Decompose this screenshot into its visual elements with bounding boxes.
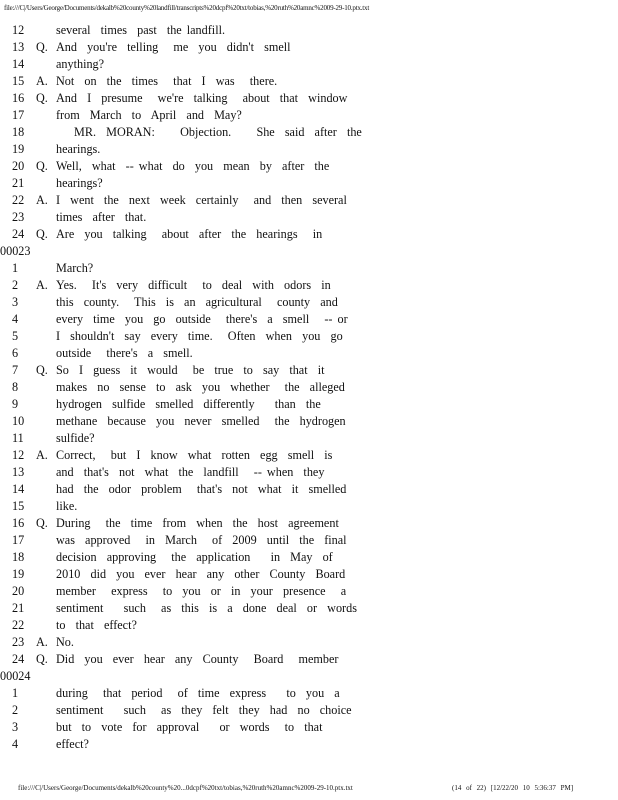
line-number: 14 [12,57,25,71]
line-text: and that's not what the landfill -- when they [56,465,325,479]
transcript-line [0,379,618,396]
transcript-line [0,430,618,447]
transcript-line [0,464,618,481]
transcript-line [0,192,618,209]
transcript-body [0,22,618,753]
line-text: member express to you or in your presence a [56,584,347,598]
footer-file-path: file:///C|/Users/George/Documents/dekalb%20county%20...0dcpf%20txt/tobias,%20ruth%20amnc%2009-29-10.ptx.txt [18,784,353,792]
line-number: 23 [12,210,25,224]
speaker-label: A. [36,448,48,462]
page-number: 00023 [0,244,31,258]
transcript-line [0,583,618,600]
speaker-label: Q. [36,652,48,666]
transcript-line [0,124,618,141]
speaker-label: Q. [36,516,48,530]
line-number: 21 [12,176,25,190]
line-number: 12 [12,23,25,37]
line-text: Correct, but I know what rotten egg smell is [56,448,333,462]
transcript-line [0,260,618,277]
line-text: during that period of time express to you a [56,686,340,700]
line-text: During the time from when the host agreement [56,516,339,530]
line-text: No. [56,635,74,649]
transcript-line [0,515,618,532]
transcript-line [0,617,618,634]
line-number: 17 [12,108,25,122]
line-text: was approved in March of 2009 until the final [56,533,347,547]
line-text: hearings. [56,142,101,156]
header-file-path: file:///C|/Users/George/Documents/dekalb%20county%20landfill/transcripts%20dcpf%20txt/tobias,%20ruth%20amnc%2009-29-10.ptx.txt [4,4,370,12]
speaker-label: A. [36,193,48,207]
transcript-line [0,600,618,617]
line-number: 19 [12,142,25,156]
line-text: 2010 did you ever hear any other County Board [56,567,346,581]
speaker-label: A. [36,635,48,649]
transcript-line [0,651,618,668]
line-number: 1 [12,686,19,700]
line-number: 4 [12,737,19,751]
speaker-label: A. [36,74,48,88]
line-number: 15 [12,74,25,88]
line-number: 20 [12,584,25,598]
transcript-line [0,566,618,583]
line-number: 2 [12,278,19,292]
line-number: 10 [12,414,25,428]
transcript-line [0,90,618,107]
line-text: hearings? [56,176,103,190]
line-text: every time you go outside there's a smell -- or [56,312,348,326]
line-number: 13 [12,465,25,479]
line-number: 22 [12,618,25,632]
transcript-line [0,73,618,90]
transcript-line [0,277,618,294]
line-text: Yes. It's very difficult to deal with odors in [56,278,331,292]
line-text: And I presume we're talking about that window [56,91,348,105]
transcript-line [0,328,618,345]
line-text: several times past the landfill. [56,23,226,37]
transcript-line [0,175,618,192]
line-text: sentiment such as they felt they had no choice [56,703,352,717]
line-text: to that effect? [56,618,137,632]
line-number: 11 [12,431,24,445]
line-number: 23 [12,635,25,649]
line-text: I shouldn't say every time. Often when you go [56,329,343,343]
transcript-line [0,362,618,379]
speaker-label: Q. [36,363,48,377]
transcript-line [0,532,618,549]
line-text: hydrogen sulfide smelled differently than the [56,397,321,411]
transcript-line [0,685,618,702]
transcript-line [0,22,618,39]
line-text: So I guess it would be true to say that it [56,363,325,377]
transcript-line [0,345,618,362]
line-text: outside there's a smell. [56,346,193,360]
transcript-line [0,634,618,651]
transcript-line [0,158,618,175]
page-marker [0,243,618,260]
line-number: 13 [12,40,25,54]
line-text: but to vote for approval or words to that [56,720,323,734]
line-text: methane because you never smelled the hydrogen [56,414,346,428]
line-number: 4 [12,312,19,326]
speaker-label: Q. [36,40,48,54]
line-text: effect? [56,737,89,751]
line-text: And you're telling me you didn't smell [56,40,291,54]
line-number: 22 [12,193,25,207]
line-text: this county. This is an agricultural county and [56,295,338,309]
line-text: decision approving the application in May of [56,550,333,564]
line-number: 2 [12,703,19,717]
line-number: 15 [12,499,25,513]
line-text: Not on the times that I was there. [56,74,278,88]
line-number: 3 [12,720,19,734]
transcript-line [0,498,618,515]
transcript-line [0,413,618,430]
line-text: I went the next week certainly and then several [56,193,347,207]
transcript-line [0,719,618,736]
line-number: 21 [12,601,25,615]
speaker-label: A. [36,278,48,292]
line-number: 9 [12,397,19,411]
line-text: times after that. [56,210,147,224]
transcript-line [0,736,618,753]
footer-page-info: (14 of 22) [12/22/20 10 5:36:37 PM] [452,784,574,792]
line-text: March? [56,261,94,275]
line-text: Well, what -- what do you mean by after the [56,159,330,173]
line-text: Did you ever hear any County Board member [56,652,339,666]
line-number: 24 [12,227,25,241]
line-number: 3 [12,295,19,309]
line-text: Are you talking about after the hearings in [56,227,323,241]
transcript-line [0,481,618,498]
transcript-line [0,447,618,464]
line-text: anything? [56,57,105,71]
line-text: from March to April and May? [56,108,242,122]
line-number: 6 [12,346,19,360]
line-number: 14 [12,482,25,496]
line-number: 24 [12,652,25,666]
transcript-line [0,56,618,73]
line-text: sulfide? [56,431,95,445]
transcript-line [0,549,618,566]
page-number: 00024 [0,669,31,683]
line-text: MR. MORAN: Objection. She said after the [74,125,362,139]
line-number: 20 [12,159,25,173]
transcript-line [0,39,618,56]
line-text: makes no sense to ask you whether the alleged [56,380,345,394]
line-number: 1 [12,261,19,275]
transcript-line [0,107,618,124]
transcript-line [0,396,618,413]
transcript-line [0,209,618,226]
line-number: 16 [12,516,25,530]
line-number: 19 [12,567,25,581]
line-number: 7 [12,363,19,377]
line-number: 18 [12,125,25,139]
transcript-line [0,311,618,328]
transcript-line [0,294,618,311]
line-number: 16 [12,91,25,105]
line-number: 18 [12,550,25,564]
speaker-label: Q. [36,227,48,241]
line-text: had the odor problem that's not what it smelled [56,482,347,496]
line-number: 8 [12,380,19,394]
line-number: 12 [12,448,25,462]
line-text: sentiment such as this is a done deal or words [56,601,357,615]
transcript-line [0,141,618,158]
page-marker [0,668,618,685]
speaker-label: Q. [36,91,48,105]
line-text: like. [56,499,78,513]
transcript-line [0,226,618,243]
line-number: 5 [12,329,19,343]
speaker-label: Q. [36,159,48,173]
transcript-line [0,702,618,719]
line-number: 17 [12,533,25,547]
